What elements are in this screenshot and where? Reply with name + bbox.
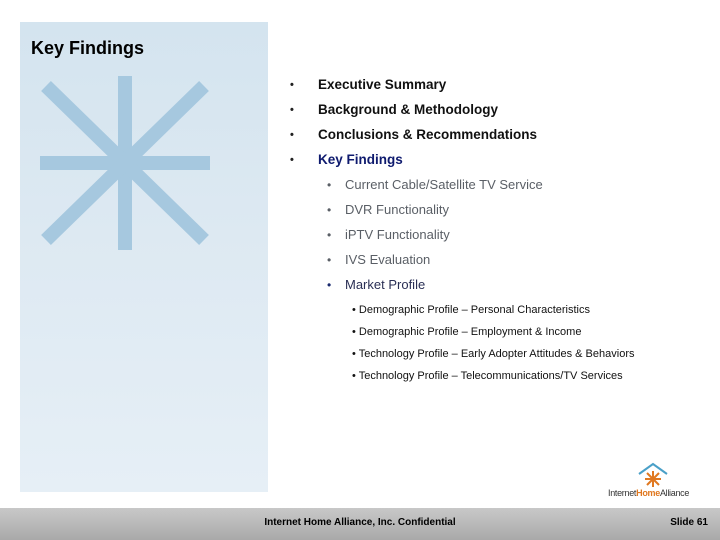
footer-confidential: Internet Home Alliance, Inc. Confidential xyxy=(264,517,456,528)
subsub-item-technology-telecom[interactable]: • Technology Profile – Telecommunications/TV Services xyxy=(352,370,623,382)
house-icon xyxy=(636,462,670,488)
internet-home-alliance-logo xyxy=(608,462,700,502)
sub-item-tv-service[interactable]: • Current Cable/Satellite TV Service xyxy=(327,176,543,201)
subsub-item-demographic-employment[interactable]: • Demographic Profile – Employment & Income xyxy=(352,326,582,338)
starburst-icon xyxy=(28,68,228,278)
market-profile-sublist xyxy=(352,302,634,390)
footer-bar xyxy=(0,508,720,540)
key-findings-sublist xyxy=(327,176,543,301)
subsub-item-demographic-personal[interactable]: • Demographic Profile – Personal Characteristics xyxy=(352,304,591,316)
agenda-item-background[interactable]: • Background & Methodology xyxy=(290,101,537,126)
side-panel xyxy=(20,22,268,492)
slide-number: Slide 61 xyxy=(670,517,708,528)
sub-item-ivs[interactable]: • IVS Evaluation xyxy=(327,251,543,276)
agenda-item-key-findings[interactable]: • Key Findings xyxy=(290,151,537,176)
subsub-item-technology-early-adopter[interactable]: • Technology Profile – Early Adopter Attitudes & Behaviors xyxy=(352,348,635,360)
logo-text xyxy=(608,488,689,498)
sub-item-iptv[interactable]: • iPTV Functionality xyxy=(327,226,543,251)
logo-text-alliance: Alliance xyxy=(659,488,690,498)
agenda-item-conclusions[interactable]: • Conclusions & Recommendations xyxy=(290,126,537,151)
logo-text-home: Home xyxy=(636,488,660,498)
agenda-item-executive-summary[interactable]: • Executive Summary xyxy=(290,76,537,101)
page-title: Key Findings xyxy=(31,38,145,58)
sub-item-dvr[interactable]: • DVR Functionality xyxy=(327,201,543,226)
agenda-list xyxy=(290,76,537,176)
logo-text-internet: Internet xyxy=(608,488,637,498)
sub-item-market-profile[interactable]: • Market Profile xyxy=(327,276,543,301)
